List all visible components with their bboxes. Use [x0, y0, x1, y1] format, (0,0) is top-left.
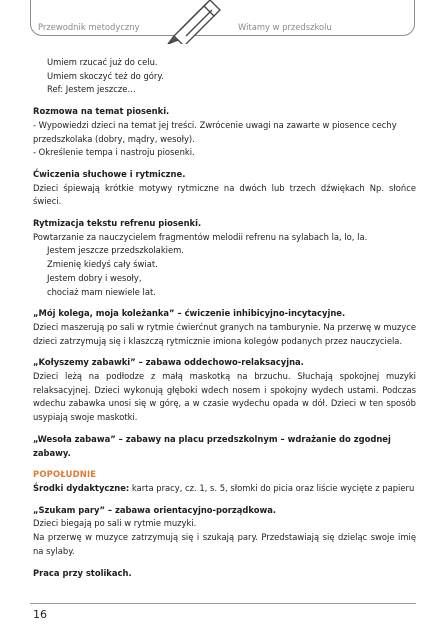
section-title-cwiczenia: Ćwiczenia słuchowe i rytmiczne. — [33, 168, 186, 179]
section-title-wesola: „Wesoła zabawa” – zabawy na placu przedszkolnym – wdrażanie do zgodnej zabawy. — [33, 433, 391, 458]
section-title-rozmowa: Rozmowa na temat piosenki. — [33, 106, 170, 117]
paragraph: Na przerwę w muzyce zatrzymują się i szukają pary. Przedstawiają się dzieląc swoje imię na sylaby. — [33, 532, 416, 556]
pencil-icon — [160, 0, 224, 44]
header-book-title: Przewodnik metodyczny — [38, 22, 140, 32]
paragraph: Powtarzanie za nauczycielem fragmentów melodii refrenu na sylabach la, lo, la. — [33, 231, 368, 242]
song-line: Jestem jeszcze przedszkolakiem. — [47, 245, 184, 256]
paragraph: Dzieci śpiewają krótkie motywy rytmiczne na dwóch lub trzech dźwiękach Np. słońce świeci. — [33, 182, 416, 207]
section-label-popoludnie: POPOŁUDNIE — [33, 469, 97, 480]
footer-divider — [30, 603, 416, 604]
section-title-kolyszemy: „Kołyszemy zabawki” – zabawa oddechowo-relaksacyjna. — [33, 357, 304, 368]
page-number: 16 — [33, 608, 47, 621]
teaching-aids-line — [33, 482, 416, 496]
teaching-aids-text: karta pracy, cz. 1, s. 5, słomki do picia oraz liście wycięte z papieru — [129, 482, 415, 493]
song-line: Ref: Jestem jeszcze… — [47, 84, 136, 95]
song-line: Umiem skoczyć też do góry. — [47, 70, 164, 81]
paragraph-line: - Wypowiedzi dzieci na temat jej treści. Zwrócenie uwagi na zawarte w piosence cechy — [33, 119, 397, 130]
teaching-aids-label: Środki dydaktyczne: — [33, 482, 130, 493]
paragraph: Dzieci biegają po sali w rytmie muzyki. — [33, 518, 197, 529]
section-title-szukam: „Szukam pary” – zabawa orientacyjno-porządkowa. — [33, 504, 277, 515]
paragraph: Dzieci maszerują po sali w rytmie ćwierćnut granych na tamburynie. Na przerwę w muzyce dzieci zatrzymują się i klaszczą rytmicznie imiona kolegów podanych przez nauczyciela. — [33, 321, 416, 346]
paragraph: Dzieci leżą na podłodze z małą maskotką na brzuchu. Słuchają spokojnej muzyki relaksacyjnej. Dzieci wykonują głęboki wdech nosem i spokojny wydech ustami. Podczas wdechu zabawka unosi się w górę, a w czasie wydechu opada w dół. Dzieci w ten sposób usypiają swoje maskotki. — [33, 371, 416, 423]
paragraph-line: - Określenie tempa i nastroju piosenki. — [33, 147, 195, 158]
section-title-praca: Praca przy stolikach. — [33, 567, 132, 578]
header-chapter-title: Witamy w przedszkolu — [238, 22, 332, 32]
song-line: Zmienię kiedyś cały świat. — [47, 259, 158, 270]
song-line: Jestem dobry i wesoły, — [47, 272, 142, 283]
page-content — [33, 56, 416, 580]
paragraph-line: przedszkolaka (dobry, mądry, wesoły). — [33, 133, 195, 144]
section-title-rytmizacja: Rytmizacja tekstu refrenu piosenki. — [33, 218, 202, 229]
song-line: chociaż mam niewiele lat. — [47, 286, 156, 297]
section-title-kolega: „Mój kolega, moja koleżanka” – ćwiczenie inhibicyjno-incytacyjne. — [33, 308, 346, 319]
song-line: Umiem rzucać już do celu. — [47, 57, 158, 67]
